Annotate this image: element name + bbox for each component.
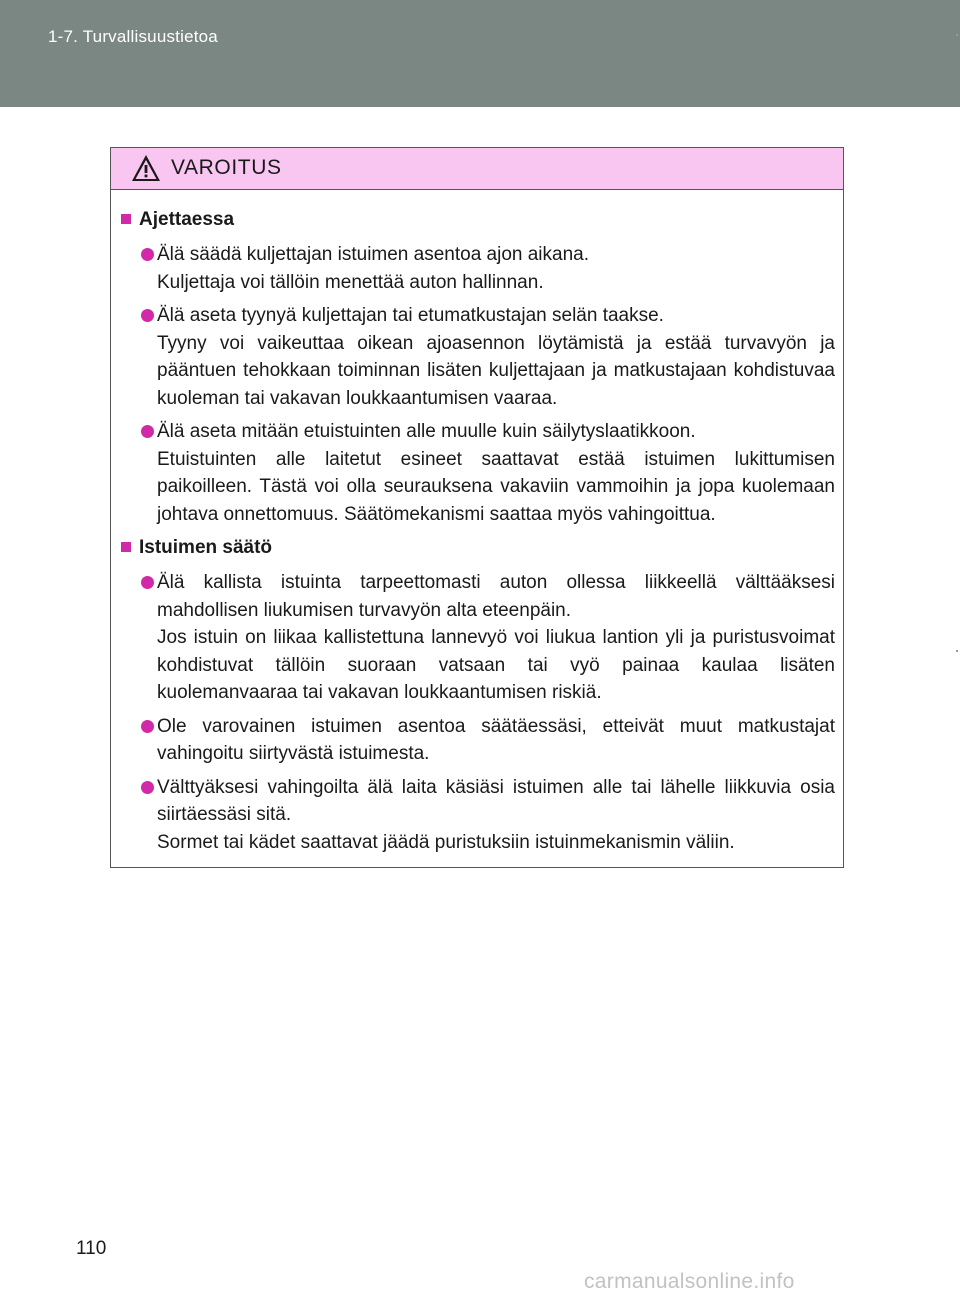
item-paragraph: Älä säädä kuljettajan istuimen asentoa ajon aikana. [157, 244, 590, 265]
item-paragraph: Tyyny voi vaikeuttaa oikean ajoasennon löytämistä ja estää turvavyön ja pääntuen tehokkaan toiminnan lisäten kuljettajaan ja matkustajaan kohdistuvaa kuoleman tai vakavan loukkaantumisen vaaraa. [157, 332, 835, 409]
square-bullet-icon [121, 542, 131, 552]
page-number: 110 [76, 1238, 107, 1259]
item-paragraph: Älä aseta mitään etuistuinten alle muulle kuin säilytyslaatikkoon. [157, 421, 696, 442]
circle-bullet-icon [141, 576, 154, 589]
warning-box [110, 147, 844, 868]
edge-tick-mark [956, 34, 958, 36]
circle-bullet-icon [141, 425, 154, 438]
list-item [119, 569, 835, 707]
list-item [119, 302, 835, 412]
section-heading-text: Ajettaessa [139, 209, 235, 230]
item-paragraph: Välttyäksesi vahingoilta älä laita käsiäsi istuimen alle tai lähelle liikkuvia osia siirtäessäsi sitä. [157, 776, 835, 825]
list-item [119, 774, 835, 857]
item-paragraph: Kuljettaja voi tällöin menettää auton hallinnan. [157, 271, 544, 293]
warning-title: VAROITUS [171, 156, 282, 179]
watermark: carmanualsonline.info [584, 1270, 795, 1293]
list-item [119, 418, 835, 528]
item-paragraph: Älä aseta tyynyä kuljettajan tai etumatkustajan selän taakse. [157, 305, 664, 326]
item-paragraph: Sormet tai kädet saattavat jäädä puristuksiin istuinmekanismin väliin. [157, 831, 735, 853]
section-heading-text: Istuimen säätö [139, 537, 273, 558]
edge-tick-mark [956, 650, 958, 652]
list-item [119, 713, 835, 768]
circle-bullet-icon [141, 309, 154, 322]
page-header [0, 0, 960, 107]
square-bullet-icon [121, 214, 131, 224]
item-paragraph: Ole varovainen istuimen asentoa säätäessäsi, etteivät muut matkustajat vahingoitu siirtyvästä istuimesta. [157, 715, 835, 764]
warning-header [111, 148, 843, 190]
item-paragraph: Älä kallista istuinta tarpeettomasti auton ollessa liikkeellä välttääksesi mahdollisen liukumisen turvavyön alta eteenpäin. [157, 572, 835, 621]
circle-bullet-icon [141, 781, 154, 794]
circle-bullet-icon [141, 248, 154, 261]
item-paragraph: Etuistuinten alle laitetut esineet saattavat estää istuimen lukittumisen paikoilleen. Tästä voi olla seurauksena vakaviin vammoihin ja jopa kuolemaan johtava onnettomuus. Säätömekanismi saattaa myös vahingoittua. [157, 448, 835, 525]
warning-triangle-icon [131, 154, 161, 182]
list-item [119, 241, 835, 296]
warning-body [111, 190, 843, 856]
circle-bullet-icon [141, 720, 154, 733]
item-paragraph: Jos istuin on liikaa kallistettuna lannevyö voi liukua lantion yli ja puristusvoimat kohdistuvat tällöin suoraan vatsaan tai vyö painaa kaulaa lisäten kuolemanvaaraa tai vakavan loukkaantumisen riskiä. [157, 627, 835, 703]
section-heading [119, 534, 835, 561]
section-title: 1-7. Turvallisuustietoa [48, 27, 218, 46]
section-heading [119, 206, 835, 233]
